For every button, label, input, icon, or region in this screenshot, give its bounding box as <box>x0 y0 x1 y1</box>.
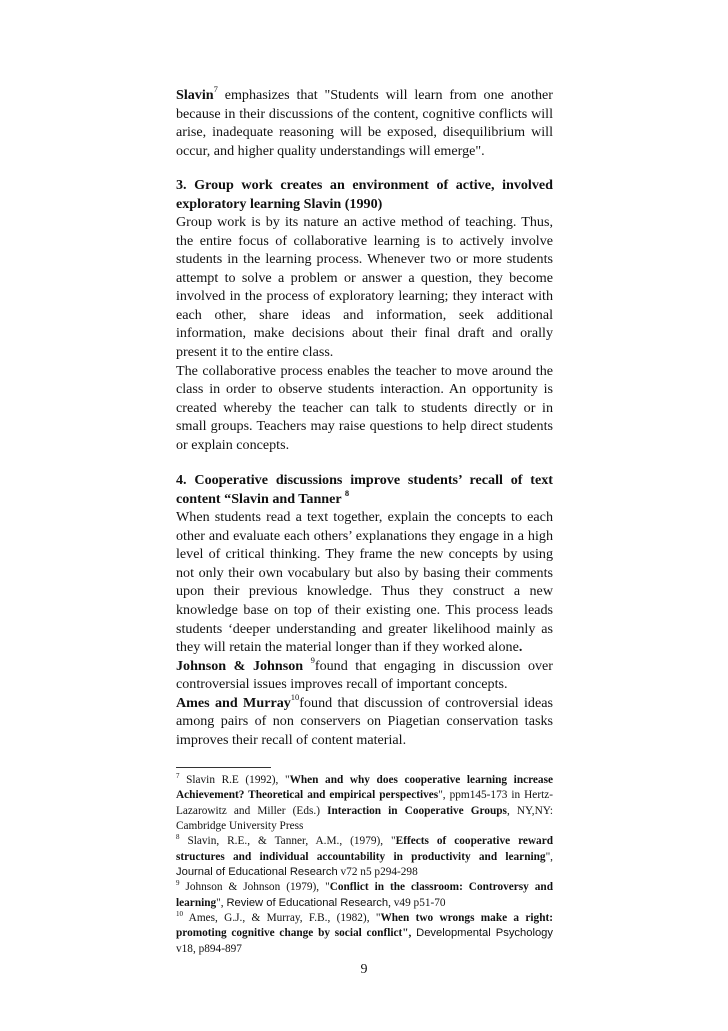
footnote-text: Slavin, R.E., & Tanner, A.M., (1979), " <box>179 835 396 848</box>
footnotes <box>176 773 553 957</box>
footnote-number: 9 <box>176 879 180 888</box>
author-name: Ames and Murray <box>176 694 291 711</box>
section-3-paragraph-2: The collaborative process enables the teacher to move around the class in order to observe students interaction. An opportunity is created whereby the teacher can talk to students directly or in small groups. Teachers may raise questions to help direct students or explain concepts. <box>176 362 553 453</box>
johnson-paragraph <box>176 654 553 694</box>
footnote-text: Ames, G.J., & Murray, F.B., (1982), " <box>183 912 381 925</box>
ames-paragraph <box>176 694 553 750</box>
author-name: Johnson & Johnson <box>176 657 311 674</box>
footnote-text: ", ppm145-173 in Hertz-Lazarowitz and Miller (Eds.) <box>176 789 553 817</box>
page-body <box>176 86 553 749</box>
paragraph-text: found that engaging in discussion over controversial issues improves recall of important concepts. <box>176 657 553 693</box>
section-3-heading: 3. Group work creates an environment of active, involved exploratory learning Slavin (1990) <box>176 177 553 212</box>
footnote-source: Developmental Psychology <box>416 927 553 940</box>
paragraph-text: emphasizes that "Students will learn from one another because in their discussions of the content, cognitive conflicts will arise, inadequate reasoning will be exposed, disequilibrium will occur, and higher quality understandings will emerge". <box>176 87 553 159</box>
footnote-text: v72 n5 p294-298 <box>337 866 418 879</box>
footnote-ref: 8 <box>344 488 350 499</box>
footnote-7 <box>176 773 553 834</box>
footnote-ref: 10 <box>290 692 300 703</box>
footnote-9 <box>176 880 553 911</box>
footnote-text: ", <box>545 850 553 863</box>
footnote-separator <box>176 767 271 768</box>
author-name: Slavin <box>176 87 214 103</box>
footnote-8 <box>176 834 553 880</box>
footnote-text: , v49 p51-70 <box>388 896 446 909</box>
footnote-number: 8 <box>176 833 180 842</box>
page-number: 9 <box>360 962 368 977</box>
section-4-paragraph-1 <box>176 508 553 656</box>
footnote-number: 10 <box>176 910 183 919</box>
footnote-title: Effects of cooperative reward structures and individual accountability in productivity and learning <box>176 835 554 863</box>
footnote-10 <box>176 911 553 957</box>
footnote-number: 7 <box>176 772 180 781</box>
paragraph-text: found that discussion of controversial ideas among pairs of non conservers on Piagetian conservation tasks improves their recall of content material. <box>176 694 553 748</box>
footnote-source: Review of Educational Research <box>226 896 389 909</box>
footnote-text: , NY,NY: Cambridge University Press <box>176 804 553 833</box>
footnote-ref: 9 <box>310 654 315 665</box>
footnote-ref: 7 <box>213 84 218 95</box>
footnote-title: When and why does cooperative learning increase Achievement? Theoretical and empirical perspectives <box>176 774 553 802</box>
footnote-source: Interaction in Cooperative Groups <box>327 804 507 817</box>
section-4-heading <box>176 471 553 508</box>
section-3-paragraph-1: Group work is by its nature an active method of teaching. Thus, the entire focus of collaborative learning is to actively involve students in the learning process. Whenever two or more students attempt to solve a problem or answer a question, they become involved in the process of exploratory learning; they interact with each other, share ideas and information, seek additional information, make decisions about their final draft and orally present it to the entire class. <box>176 214 553 361</box>
footnote-source: Journal of Educational Research <box>176 866 338 879</box>
footnote-text: v18, p894-897 <box>176 942 242 955</box>
footnote-title: Conflict in the classroom: Controversy and learning <box>176 881 553 909</box>
heading-text: 4. Cooperative discussions improve students’ recall of text content “Slavin and Tanner <box>176 472 553 507</box>
footnote-text: ", <box>216 896 227 909</box>
period: . <box>518 639 523 656</box>
paragraph-text: When students read a text together, explain the concepts to each other and evaluate each others’ explanations they engage in a high level of critical thinking. They frame the new concepts by using not only their own vocabulary but also by basing their comments upon their previous knowledge. Thus they construct a new knowledge base on top of their existing one. This process leads students ‘deeper understanding and greater likelihood mainly as they will retain the material longer than if they worked alone <box>176 509 553 656</box>
footnote-text: Slavin R.E (1992), " <box>179 774 290 786</box>
footnote-text: Johnson & Johnson (1979), " <box>179 881 330 894</box>
slavin-paragraph <box>176 86 553 160</box>
footnote-title: When two wrongs make a right: promoting cognitive change by social conflict", <box>176 912 553 940</box>
